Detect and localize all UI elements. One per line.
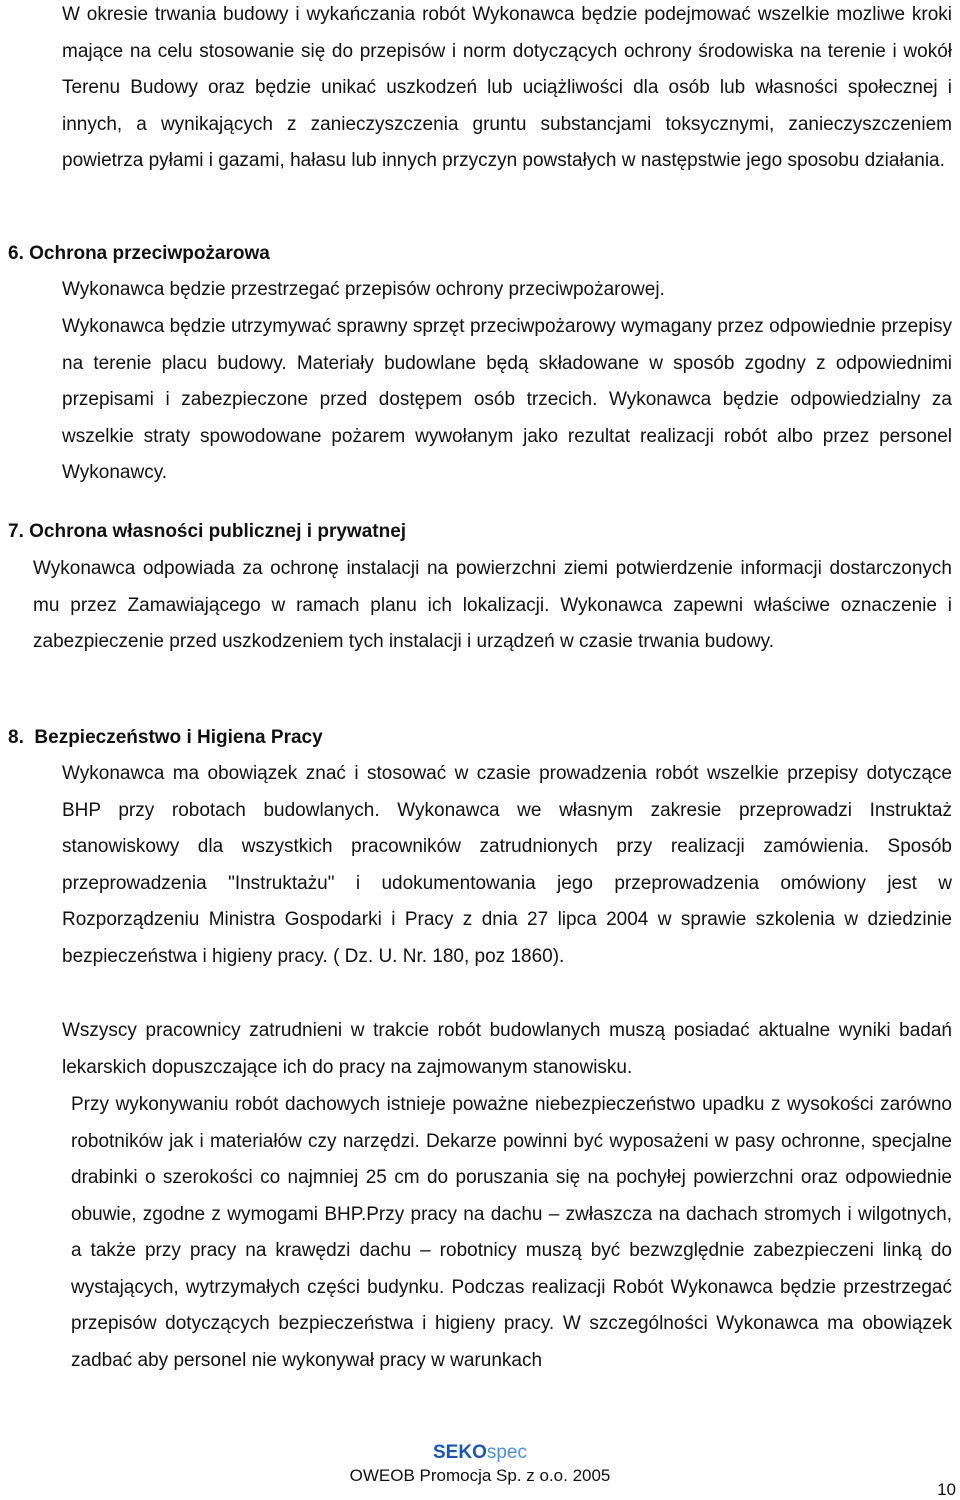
footer-brand-part-2: spec [486, 1442, 527, 1463]
section-7-heading: 7. Ochrona własności publicznej i prywatnej [8, 521, 407, 542]
page-number: 10 [937, 1480, 956, 1499]
footer-company: OWEOB Promocja Sp. z o.o. 2005 [349, 1466, 611, 1485]
footer-brand-part-1: SEKO [433, 1442, 487, 1463]
section-8-paragraph-2: Wszyscy pracownicy zatrudnieni w trakcie robót budowlanych muszą posiadać aktualne wyniki badań lekarskich dopuszczające ich do pracy na zajmowanym stanowisku. [62, 1020, 952, 1078]
section-6-heading: 6. Ochrona przeciwpożarowa [8, 243, 270, 264]
footer-brand-logo [0, 1441, 960, 1465]
intro-paragraph: W okresie trwania budowy i wykańczania robót Wykonawca będzie podejmować wszelkie mozliwe kroki mające na celu stosowanie się do przepisów i norm dotyczących ochrony środowiska na terenie i wokół Terenu Budowy oraz będzie unikać uszkodzeń lub uciążliwości dla osób lub własności społecznej i innych, a wynikających z zanieczyszczenia gruntu substancjami toksycznymi, zanieczyszczeniem powietrza pyłami i gazami, hałasu lub innych przyczyn powstałych w następstwie jego sposobu działania. [62, 4, 952, 171]
section-6-paragraph-2: Wykonawca będzie utrzymywać sprawny sprzęt przeciwpożarowy wymagany przez odpowiednie przepisy na terenie placu budowy. Materiały budowlane będą składowane w sposób zgodny z odpowiednimi przepisami i zabezpieczone przed dostępem osób trzecich. Wykonawca będzie odpowiedzialny za wszelkie straty spowodowane pożarem wywołanym jako rezultat realizacji robót albo przez personel Wykonawcy. [62, 316, 952, 483]
section-8-heading: 8. Bezpieczeństwo i Higiena Pracy [8, 727, 323, 748]
section-6-paragraph-1: Wykonawca będzie przestrzegać przepisów ochrony przeciwpożarowej. [62, 279, 665, 300]
section-8-paragraph-1: Wykonawca ma obowiązek znać i stosować w czasie prowadzenia robót wszelkie przepisy dotyczące BHP przy robotach budowlanych. Wykonawca we własnym zakresie przeprowadzi Instruktaż stanowiskowy dla wszystkich pracowników zatrudnionych przy realizacji zamówienia. Sposób przeprowadzenia "Instruktażu" i udokumentowania jego przeprowadzenia omówiony jest w Rozporządzeniu Ministra Gospodarki i Pracy z dnia 27 lipca 2004 w sprawie szkolenia w dziedzinie bezpieczeństwa i higieny pracy. ( Dz. U. Nr. 180, poz 1860). [62, 763, 952, 967]
section-7-paragraph-1: Wykonawca odpowiada za ochronę instalacji na powierzchni ziemi potwierdzenie informacji dostarczonych mu przez Zamawiającego w ramach planu ich lokalizacji. Wykonawca zapewni właściwe oznaczenie i zabezpieczenie przed uszkodzeniem tych instalacji i urządzeń w czasie trwania budowy. [33, 558, 952, 652]
section-8-paragraph-3: Przy wykonywaniu robót dachowych istnieje poważne niebezpieczeństwo upadku z wysokości zarówno robotników jak i materiałów czy narzędzi. Dekarze powinni być wyposażeni w pasy ochronne, specjalne drabinki o szerokości co najmniej 25 cm do poruszania się na pochyłej powierzchni oraz odpowiednie obuwie, zgodne z wymogami BHP.Przy pracy na dachu – zwłaszcza na dachach stromych i wilgotnych, a także przy pracy na krawędzi dachu – robotnicy muszą być bezwzględnie zabezpieczeni linką do wystających, wytrzymałych części budynku. Podczas realizacji Robót Wykonawca będzie przestrzegać przepisów dotyczących bezpieczeństwa i higieny pracy. W szczególności Wykonawca ma obowiązek zadbać aby personel nie wykonywał pracy w warunkach [71, 1094, 952, 1371]
